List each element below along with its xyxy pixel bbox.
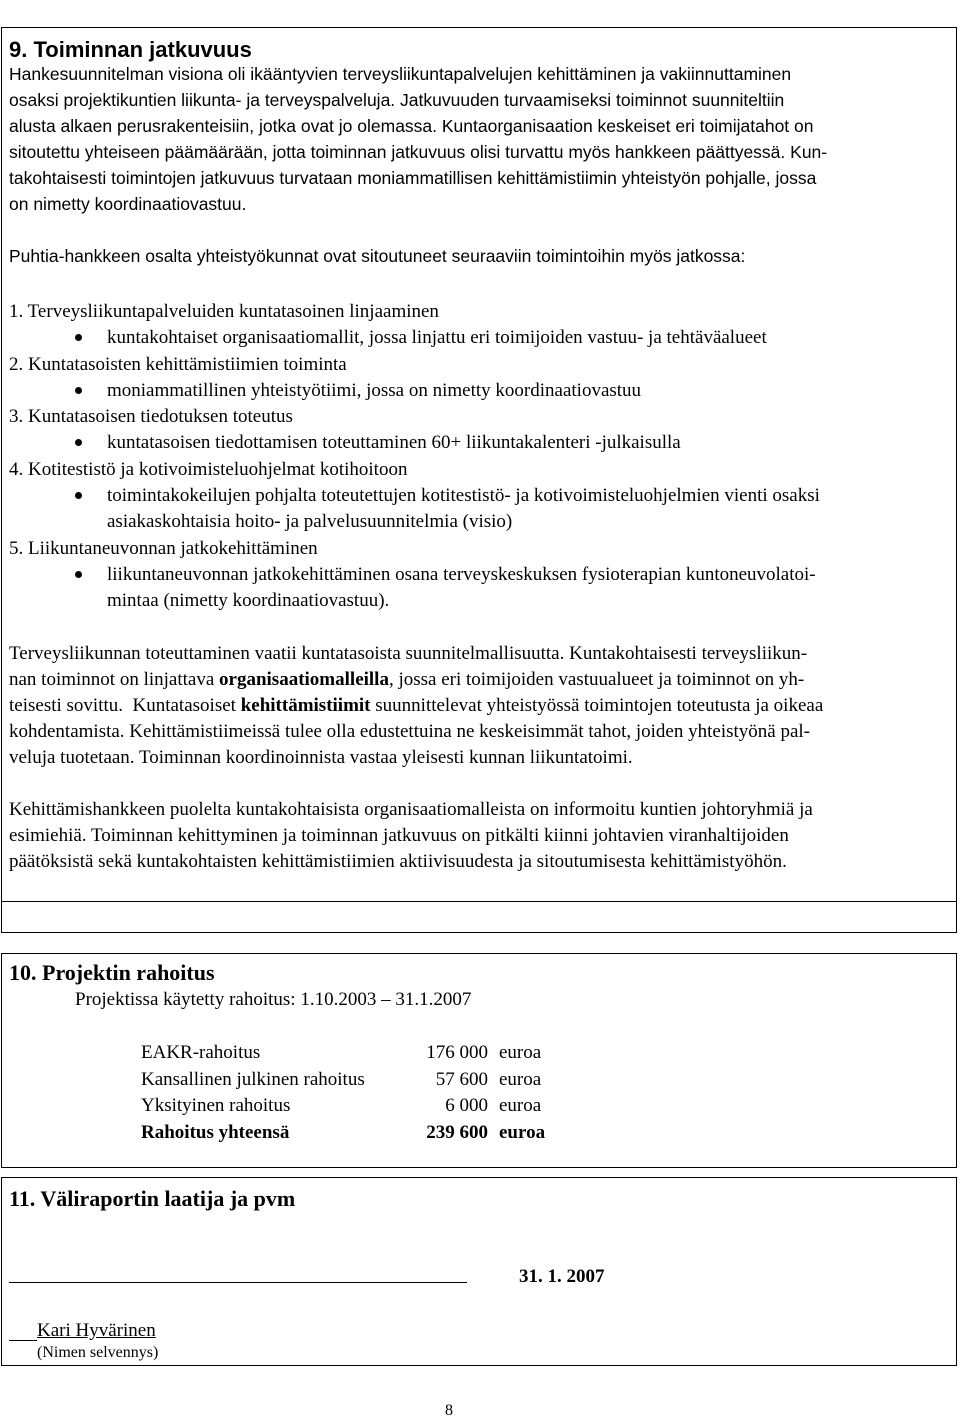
signature-line bbox=[9, 1282, 467, 1283]
bullet-icon bbox=[75, 571, 82, 578]
funding-period: Projektissa käytetty rahoitus: 1.10.2003 – 31.1.2007 bbox=[75, 989, 472, 1010]
paragraph-line: sitoutettu yhteiseen päämäärään, jotta toiminnan jatkuvuus olisi turvattu myös hankkeen päättyessä. Kun- bbox=[9, 142, 828, 162]
paragraph-line bbox=[9, 695, 823, 717]
funding-label: Yksityinen rahoitus bbox=[141, 1095, 291, 1117]
section-11-title: 11. Väliraportin laatija ja pvm bbox=[9, 1186, 296, 1211]
list-item-number: 1. Terveysliikuntapalveluiden kuntatasoinen linjaaminen bbox=[9, 301, 439, 322]
name-caption: (Nimen selvennys) bbox=[37, 1344, 159, 1361]
table-row bbox=[141, 1067, 545, 1094]
list-item-number: 5. Liikuntaneuvonnan jatkokehittäminen bbox=[9, 538, 318, 559]
bold-term: kehittämistiimit bbox=[240, 695, 371, 716]
paragraph-line: alusta alkaen perusrakenteisiin, jotka ovat jo olemassa. Kuntaorganisaation keskeiset eri toimijatahot on bbox=[9, 116, 814, 136]
section-10-title: 10. Projektin rahoitus bbox=[9, 960, 215, 985]
funding-amount: 6 000 bbox=[445, 1095, 488, 1117]
funding-unit: euroa bbox=[499, 1042, 542, 1064]
funding-label: EAKR-rahoitus bbox=[141, 1042, 261, 1064]
paragraph-line: esimiehiä. Toiminnan kehittyminen ja toiminnan jatkuvuus on pitkälti kiinni johtavien viranhaltijoiden bbox=[9, 825, 789, 846]
table-row-total bbox=[141, 1120, 545, 1147]
bullet-icon bbox=[75, 439, 82, 446]
paragraph-line bbox=[9, 669, 804, 691]
text-run: , jossa eri toimijoiden vastuualueet ja toiminnot on yh- bbox=[388, 669, 805, 690]
bullet-icon bbox=[75, 492, 82, 499]
funding-total-amount: 239 600 bbox=[426, 1121, 488, 1143]
list-item-number: 3. Kuntatasoisen tiedotuksen toteutus bbox=[9, 406, 293, 427]
paragraph-line: Hankesuunnitelman visiona oli ikääntyvien terveysliikuntapalvelujen kehittäminen ja vakiinnuttaminen bbox=[9, 64, 792, 84]
paragraph-line: Kehittämishankkeen puolelta kuntakohtaisista organisaatiomalleista on informoitu kuntien johtoryhmiä ja bbox=[9, 799, 813, 820]
funding-amount: 57 600 bbox=[435, 1068, 488, 1090]
paragraph-line: veluja tuotetaan. Toiminnan koordinoinnista vastaa yleisesti kunnan liikuntatoimi. bbox=[9, 747, 633, 768]
list-item-bullet: kuntatasoisen tiedottamisen toteuttaminen 60+ liikuntakalenteri -julkaisulla bbox=[107, 432, 681, 453]
list-item-bullet-continued: mintaa (nimetty koordinaatiovastuu). bbox=[107, 590, 390, 611]
page-number: 8 bbox=[445, 1402, 453, 1419]
paragraph-line: Terveysliikunnan toteuttaminen vaatii kuntatasoista suunnitelmallisuutta. Kuntakohtaisesti terveysliikun- bbox=[9, 643, 808, 664]
paragraph-line: takohtaisesti toimintojen jatkuvuus turvataan moniammatillisen kehittämistiimin yhteistyön pohjalle, jossa bbox=[9, 168, 817, 188]
funding-unit: euroa bbox=[499, 1095, 542, 1117]
paragraph-line: kohdentamista. Kehittämistiimeissä tulee olla edustettuina ne keskeisimmät tahot, joiden yhteistyönä pal- bbox=[9, 721, 810, 742]
text-run: nan toiminnot on linjattava bbox=[9, 669, 220, 690]
paragraph-line: päätöksistä sekä kuntakohtaisten kehittämistiimien aktiivisuudesta ja sitoutumisesta kehittämistyöhön. bbox=[9, 851, 787, 872]
list-item-bullet: toimintakokeilujen pohjalta toteutettujen kotitestistö- ja kotivoimisteluohjelmien vienti osaksi bbox=[107, 485, 820, 506]
section-9-bottom-rule bbox=[2, 901, 956, 902]
text-run: teisesti sovittu. Kuntatasoiset bbox=[9, 695, 241, 716]
bullet-icon bbox=[75, 334, 82, 341]
funding-table bbox=[141, 1040, 545, 1146]
paragraph-line: on nimetty koordinaatiovastuu. bbox=[9, 194, 247, 214]
funding-total-unit: euroa bbox=[499, 1121, 546, 1143]
table-row bbox=[141, 1040, 545, 1067]
bold-term: organisaatiomalleilla bbox=[219, 669, 389, 690]
bullet-icon bbox=[75, 387, 82, 394]
name-underline bbox=[9, 1340, 37, 1341]
table-row bbox=[141, 1093, 545, 1120]
funding-total-label: Rahoitus yhteensä bbox=[141, 1121, 290, 1143]
section-9-title: 9. Toiminnan jatkuvuus bbox=[9, 37, 252, 62]
text-run: suunnittelevat yhteistyössä toimintojen toteutusta ja oikeaa bbox=[370, 695, 824, 716]
commitments-intro: Puhtia-hankkeen osalta yhteistyökunnat ovat sitoutuneet seuraaviin toimintoihin myös jatkossa: bbox=[9, 246, 746, 266]
funding-label: Kansallinen julkinen rahoitus bbox=[141, 1068, 365, 1090]
list-item-bullet: kuntakohtaiset organisaatiomallit, jossa linjattu eri toimijoiden vastuu- ja tehtäväalueet bbox=[107, 327, 767, 348]
funding-amount: 176 000 bbox=[426, 1042, 488, 1064]
report-date: 31. 1. 2007 bbox=[519, 1266, 605, 1287]
list-item-number: 2. Kuntatasoisten kehittämistiimien toiminta bbox=[9, 354, 347, 375]
paragraph-line: osaksi projektikuntien liikunta- ja terveyspalveluja. Jatkuvuuden turvaamiseksi toiminnot suunniteltiin bbox=[9, 90, 785, 110]
funding-unit: euroa bbox=[499, 1068, 542, 1090]
list-item-bullet: liikuntaneuvonnan jatkokehittäminen osana terveyskeskuksen fysioterapian kuntoneuvolatoi- bbox=[107, 564, 816, 585]
list-item-bullet: moniammatillinen yhteistyötiimi, jossa on nimetty koordinaatiovastuu bbox=[107, 380, 642, 401]
list-item-bullet-continued: asiakaskohtaisia hoito- ja palvelusuunnitelmia (visio) bbox=[107, 511, 513, 532]
list-item-number: 4. Kotitestistö ja kotivoimisteluohjelmat kotihoitoon bbox=[9, 459, 408, 480]
signer-name: Kari Hyvärinen bbox=[37, 1320, 156, 1341]
